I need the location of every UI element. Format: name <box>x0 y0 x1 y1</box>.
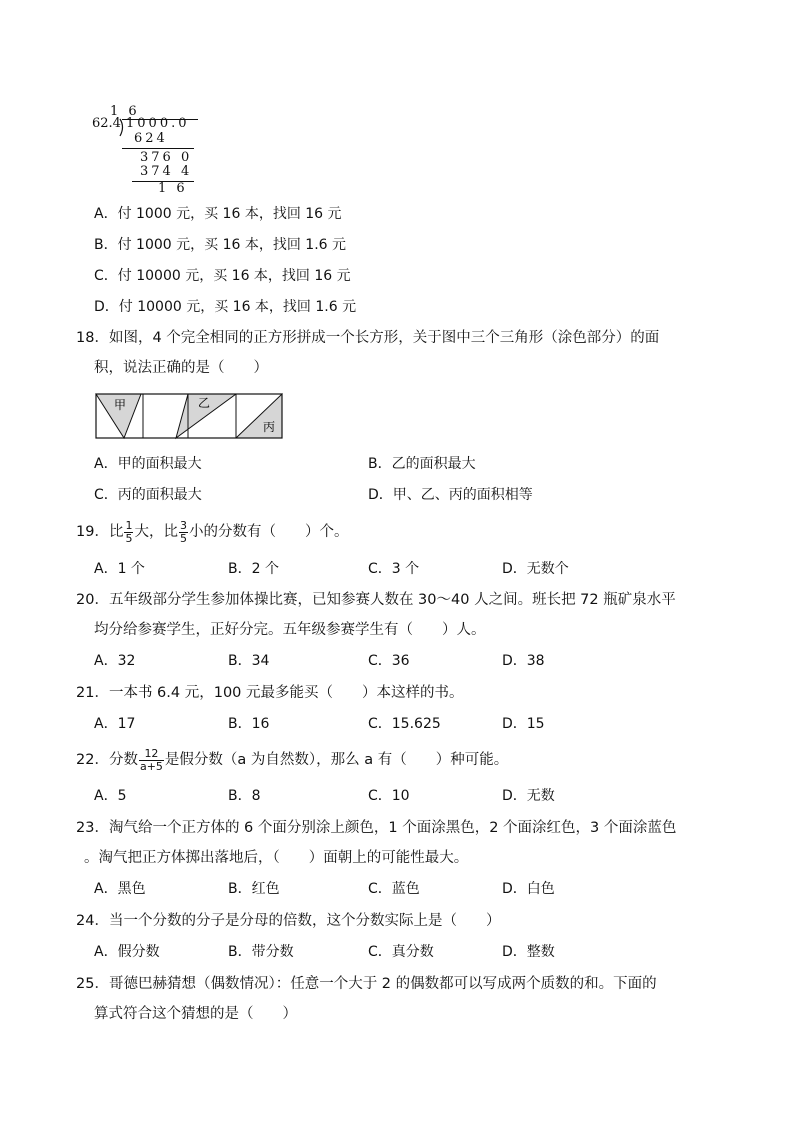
q19-prefix: 19．比 <box>76 524 124 540</box>
q17-option-d[interactable]: D．付 10000 元，买 16 本，找回 1.6 元 <box>94 299 357 315</box>
q19-mid: 大，比 <box>134 524 178 540</box>
q18-option-a[interactable]: A．甲的面积最大 <box>94 456 202 472</box>
fraction-12-over-a-plus-5: $\frac{12}{a+5}$ <box>139 746 163 773</box>
q20-option-c[interactable]: C．36 <box>368 653 410 669</box>
q19-text <box>76 516 348 548</box>
q21-text: 21．一本书 6.4 元，100 元最多能买（ ）本这样的书。 <box>76 685 464 701</box>
q18-text-line1: 18．如图，4 个完全相同的正方形拼成一个长方形，关于图中三个三角形（涂色部分）的面 <box>76 330 660 346</box>
q22-prefix: 22．分数 <box>76 752 138 768</box>
q21-option-c[interactable]: C．15.625 <box>368 716 441 732</box>
q19-suffix: 小的分数有（ ）个。 <box>188 524 349 540</box>
q20-option-d[interactable]: D．38 <box>502 653 545 669</box>
q18-squares-figure <box>94 392 284 440</box>
q24-text: 24．当一个分数的分子是分母的倍数，这个分数实际上是（ ） <box>76 913 501 929</box>
q23-option-a[interactable]: A．黑色 <box>94 881 146 897</box>
q17-option-c[interactable]: C．付 10000 元，买 16 本，找回 16 元 <box>94 268 351 284</box>
label-yi: 乙 <box>197 396 211 410</box>
q23-text-line1: 23．淘气给一个正方体的 6 个面分别涂上颜色，1 个面涂黑色，2 个面涂红色，3 个面涂蓝色 <box>76 820 677 836</box>
q22-option-a[interactable]: A．5 <box>94 788 127 804</box>
q23-option-d[interactable]: D．白色 <box>502 881 555 897</box>
step3: 374 4 <box>140 164 193 179</box>
long-division-figure <box>92 104 200 196</box>
dividend: 1000.0 <box>126 116 190 131</box>
label-bing: 丙 <box>262 420 276 434</box>
q20-text-line2: 均分给参赛学生，正好分完。五年级参赛学生有（ ）人。 <box>94 622 486 638</box>
q24-option-c[interactable]: C．真分数 <box>368 944 434 960</box>
remainder: 1 6 <box>158 181 188 196</box>
q23-option-c[interactable]: C．蓝色 <box>368 881 420 897</box>
q22-option-d[interactable]: D．无数 <box>502 788 555 804</box>
quotient: 1 6 <box>110 104 140 119</box>
q25-text-line2: 算式符合这个猜想的是（ ） <box>94 1006 297 1022</box>
step2: 376 0 <box>140 150 193 165</box>
q21-option-b[interactable]: B．16 <box>228 716 270 732</box>
q22-option-c[interactable]: C．10 <box>368 788 410 804</box>
q19-option-c[interactable]: C．3 个 <box>368 561 420 577</box>
q18-option-d[interactable]: D．甲、乙、丙的面积相等 <box>368 487 533 503</box>
q18-option-b[interactable]: B．乙的面积最大 <box>368 456 476 472</box>
q21-option-a[interactable]: A．17 <box>94 716 136 732</box>
q25-text-line1: 25．哥德巴赫猜想（偶数情况）：任意一个大于 2 的偶数都可以写成两个质数的和。下面的 <box>76 976 657 992</box>
q21-option-d[interactable]: D．15 <box>502 716 545 732</box>
q23-option-b[interactable]: B．红色 <box>228 881 280 897</box>
q18-option-c[interactable]: C．丙的面积最大 <box>94 487 202 503</box>
q18-text-line2: 积，说法正确的是（ ） <box>94 360 268 376</box>
q24-option-a[interactable]: A．假分数 <box>94 944 160 960</box>
q17-option-a[interactable]: A．付 1000 元，买 16 本，找回 16 元 <box>94 206 342 222</box>
q23-text-line2: 。淘气把正方体掷出落地后，（ ）面朝上的可能性最大。 <box>84 850 469 866</box>
q22-text <box>76 743 508 777</box>
q20-text-line1: 20．五年级部分学生参加体操比赛，已知参赛人数在 30～40 人之间。班长把 72 瓶矿泉水平 <box>76 592 676 608</box>
q20-option-b[interactable]: B．34 <box>228 653 270 669</box>
q22-option-b[interactable]: B．8 <box>228 788 261 804</box>
division-bracket-icon <box>118 117 126 137</box>
step1: 624 <box>134 131 168 146</box>
triangle-bing <box>236 394 282 438</box>
q24-option-d[interactable]: D．整数 <box>502 944 555 960</box>
divisor: 62.4 <box>92 116 121 131</box>
q24-option-b[interactable]: B．带分数 <box>228 944 294 960</box>
fraction-one-fifth: $\frac{1}{5}$ <box>125 518 133 545</box>
q19-option-d[interactable]: D．无数个 <box>502 561 569 577</box>
q20-option-a[interactable]: A．32 <box>94 653 136 669</box>
q19-option-b[interactable]: B．2 个 <box>228 561 279 577</box>
label-jia: 甲 <box>113 398 127 412</box>
q22-suffix: 是假分数（a 为自然数），那么 a 有（ ）种可能。 <box>164 752 509 768</box>
q17-option-b[interactable]: B．付 1000 元，买 16 本，找回 1.6 元 <box>94 237 347 253</box>
fraction-three-fifths: $\frac{3}{5}$ <box>179 518 187 545</box>
q19-option-a[interactable]: A．1 个 <box>94 561 145 577</box>
